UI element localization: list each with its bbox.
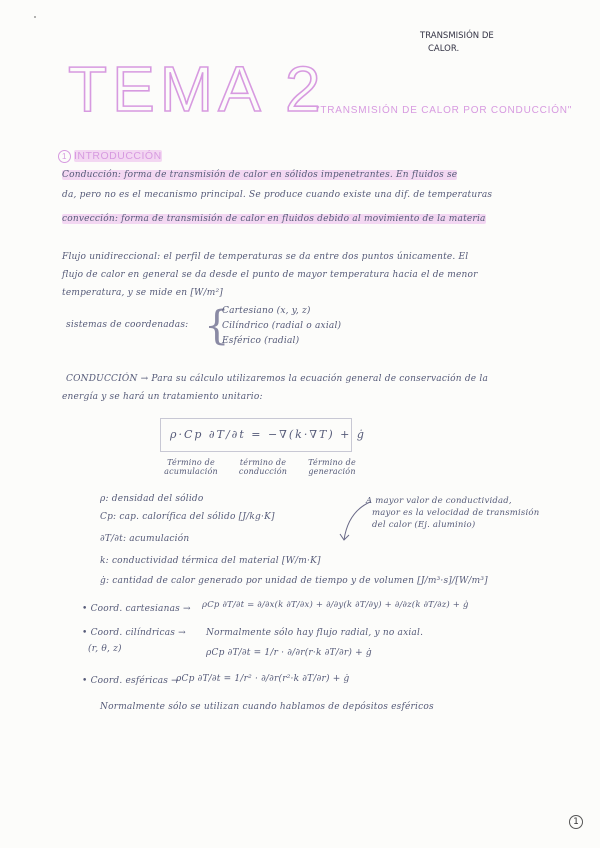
definition-k: k: conductividad térmica del material [W/m·K]	[100, 556, 321, 566]
coord-spherical-label: • Coord. esféricas →	[82, 676, 179, 686]
header-note	[420, 30, 494, 56]
term-label-accumulation: Término de acumulación	[164, 458, 218, 476]
flux-line-1: Flujo unidireccional: el perfil de temperaturas se da entre dos puntos únicamente. El	[62, 252, 469, 262]
intro-line-2: da, pero no es el mecanismo principal. Se produce cuando existe una dif. de temperaturas	[62, 190, 493, 200]
coord-spherical-equation: ρCp ∂T/∂t = 1/r² · ∂/∂r(r²·k ∂T/∂r) + ġ	[176, 674, 350, 684]
coord-cartesian-equation: ρCp ∂T/∂t = ∂/∂x(k ∂T/∂x) + ∂/∂y(k ∂T/∂y) + ∂/∂z(k ∂T/∂z) + ġ	[202, 600, 469, 610]
section-heading-text: INTRODUCCIÓN	[74, 150, 162, 163]
coords-label: sistemas de coordenadas:	[66, 320, 189, 330]
term-label-generation: Término de generación	[308, 458, 356, 476]
page-subtitle: "TRANSMISIÓN DE CALOR POR CONDUCCIÓN"	[316, 105, 573, 116]
general-equation: ρ·Cp ∂T/∂t = −∇(k·∇T) + ġ	[170, 428, 366, 441]
coord-item-2: Cilíndrico (radial o axial)	[222, 321, 342, 331]
coord-cylindrical-note: Normalmente sólo hay flujo radial, y no axial.	[206, 628, 424, 638]
side-note-line-2: mayor es la velocidad de transmisión	[372, 508, 540, 518]
coord-cylindrical-label: • Coord. cilíndricas →	[82, 628, 186, 638]
coord-cylindrical-vars: (r, θ, z)	[88, 644, 122, 654]
intro-line-3: convección: forma de transmisión de calor en fluidos debido al movimiento de la materia	[62, 214, 486, 224]
flux-line-2: flujo de calor en general se da desde el punto de mayor temperatura hacia el de menor	[62, 270, 478, 280]
brace-icon: {	[204, 303, 230, 349]
header-note-line1: TRANSMISIÓN DE	[420, 31, 494, 41]
spherical-footer-note: Normalmente sólo se utilizan cuando hablamos de depósitos esféricos	[100, 702, 434, 712]
section-number: 1	[58, 150, 71, 163]
conduction-line-1: CONDUCCIÓN → Para su cálculo utilizaremos la ecuación general de conservación de la	[66, 374, 489, 384]
definition-accumulation: ∂T/∂t: acumulación	[100, 534, 190, 544]
term-label-conduction: término de conducción	[238, 458, 288, 476]
header-note-line2: CALOR.	[428, 44, 460, 54]
page-number: 1	[569, 815, 583, 829]
flux-line-3: temperatura, y se mide en [W/m²]	[62, 288, 223, 298]
side-note-line-1: A mayor valor de conductividad,	[366, 496, 512, 506]
coord-cartesian-label: • Coord. cartesianas →	[82, 604, 191, 614]
coord-cylindrical-equation: ρCp ∂T/∂t = 1/r · ∂/∂r(r·k ∂T/∂r) + ġ	[206, 648, 372, 658]
ink-dot	[34, 16, 36, 18]
coord-item-3: Esférico (radial)	[222, 336, 300, 346]
arrow-icon	[320, 490, 380, 550]
definition-rho: ρ: densidad del sólido	[100, 494, 204, 504]
definition-g: ġ: cantidad de calor generado por unidad de tiempo y de volumen [J/m³·s]/[W/m³]	[100, 576, 488, 586]
coord-item-1: Cartesiano (x, y, z)	[222, 306, 311, 316]
intro-line-1: Conducción: forma de transmisión de calor en sólidos impenetrantes. En fluidos se	[62, 170, 458, 180]
definition-cp: Cp: cap. calorífica del sólido [J/kg·K]	[100, 512, 275, 522]
section-heading-intro	[58, 150, 162, 163]
page-title: TEMA 2	[68, 53, 326, 125]
side-note-line-3: del calor (Ej. aluminio)	[372, 520, 476, 530]
conduction-line-2: energía y se hará un tratamiento unitario:	[62, 392, 263, 402]
